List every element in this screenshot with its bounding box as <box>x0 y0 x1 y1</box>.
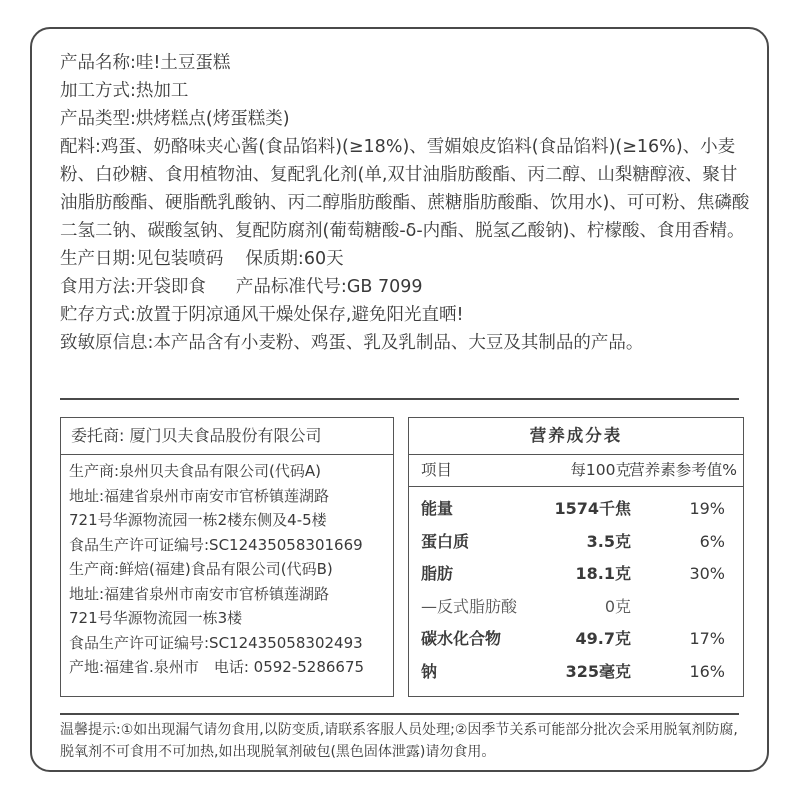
product-name-line <box>60 49 750 77</box>
type-label: 产品类型: <box>60 109 136 129</box>
nutrition-header <box>409 455 743 487</box>
storage-value: 放置于阴凉通风干燥处保存,避免阳光直晒! <box>135 305 464 325</box>
product-name: 哇!土豆蛋糕 <box>135 53 231 73</box>
allergen-value: 本产品含有小麦粉、鸡蛋、乳及乳制品、大豆及其制品的产品。 <box>153 333 644 353</box>
mfr-line: 生产商:鲜焙(福建)食品有限公司(代码B) <box>69 560 333 578</box>
nutrient-value: 18.1克 <box>575 564 631 583</box>
nutrient-name: —反式脂肪酸 <box>421 596 518 616</box>
bottom-divider <box>60 713 739 715</box>
process-line <box>60 77 750 105</box>
mfr-line: 生产商:泉州贝夫食品有限公司(代码A) <box>69 462 322 480</box>
nutrient-value: 1574千焦 <box>554 499 631 518</box>
mfr-line: 食品生产许可证编号:SC12435058301669 <box>69 535 363 554</box>
manufacturer-details <box>61 455 393 680</box>
storage-line <box>60 301 750 329</box>
standard-label: 产品标准代号: <box>235 277 347 297</box>
nutrient-nrv: 19% <box>689 499 725 518</box>
nutrition-row <box>409 558 743 591</box>
usage-value: 开袋即食 <box>135 277 206 297</box>
nutrition-body <box>409 487 743 688</box>
nutrient-value: 3.5克 <box>586 531 631 551</box>
date-shelf-line <box>60 245 750 273</box>
nutrient-name: 脂肪 <box>421 564 454 583</box>
standard-value: GB 7099 <box>346 277 423 297</box>
nutrient-value: 325毫克 <box>565 661 631 681</box>
food-label-card <box>30 27 769 772</box>
header-per100g: 每100克 <box>570 461 631 479</box>
nutrient-value: 0克 <box>604 596 631 616</box>
ingredients-label: 配料: <box>60 137 101 157</box>
mfr-line: 食品生产许可证编号:SC12435058302493 <box>69 633 363 652</box>
ingredients-block <box>60 133 750 245</box>
product-name-label: 产品名称: <box>60 53 136 73</box>
nutrition-row <box>409 526 743 559</box>
nutrient-nrv: 17% <box>689 629 725 648</box>
delegate-line: 委托商: 厦门贝夫食品股份有限公司 <box>61 418 393 455</box>
type-value: 烘烤糕点(烤蛋糕类) <box>135 109 290 129</box>
header-nrv: 营养素参考值% <box>629 461 737 479</box>
process-label: 加工方式: <box>60 81 136 101</box>
mfr-line: 产地:福建省.泉州市 电话: 0592-5286675 <box>69 658 365 676</box>
nutrition-row <box>409 493 743 526</box>
shelf-value: 60天 <box>303 249 344 269</box>
nutrient-value: 49.7克 <box>575 629 631 648</box>
nutrient-nrv: 6% <box>699 531 725 551</box>
process-value: 热加工 <box>135 81 189 101</box>
mfr-line: 地址:福建省泉州市南安市官桥镇莲湖路 <box>69 486 330 505</box>
nutrition-row <box>409 623 743 656</box>
usage-label: 食用方法: <box>60 277 136 297</box>
ingredients-text: 鸡蛋、奶酪味夹心酱(食品馅料)(≥18%)、雪媚娘皮馅料(食品馅料)(≥16%)、小麦粉、白砂糖、食用植物油、复配乳化剂(单,双甘油脂肪酸酯、丙二醇、山梨糖醇液、聚甘油脂肪酸酯、硬脂酰乳酸钠、丙二醇脂肪酸酯、蔗糖脂肪酸酯、饮用水)、可可粉、焦磷酸二氢二钠、碳酸氢钠、复配防腐剂(葡萄糖酸-δ-内酯、脱氢乙酸钠)、柠檬酸、食用香精。 <box>60 137 750 241</box>
nutrition-row <box>409 656 743 689</box>
nutrition-row <box>409 591 743 624</box>
mfr-line: 721号华源物流园一栋3楼 <box>69 609 243 627</box>
mfr-line: 721号华源物流园一栋2楼东侧及4-5楼 <box>69 511 327 529</box>
storage-label: 贮存方式: <box>60 305 136 325</box>
nutrient-name: 能量 <box>421 499 454 518</box>
nutrient-name: 碳水化合物 <box>421 629 502 648</box>
date-value: 见包装喷码 <box>135 249 224 269</box>
type-line <box>60 105 750 133</box>
usage-standard-line <box>60 273 750 301</box>
shelf-label: 保质期: <box>245 249 304 269</box>
mfr-line: 地址:福建省泉州市南安市官桥镇莲湖路 <box>69 584 330 603</box>
date-label: 生产日期: <box>60 249 136 269</box>
allergen-label: 致敏原信息: <box>60 333 154 353</box>
nutrient-nrv: 16% <box>689 661 725 681</box>
nutrient-name: 蛋白质 <box>421 531 470 551</box>
header-item: 项目 <box>421 461 453 479</box>
nutrition-table <box>408 417 744 697</box>
nutrition-title: 营养成分表 <box>409 418 743 455</box>
nutrient-nrv: 30% <box>689 564 725 583</box>
nutrient-name: 钠 <box>421 661 438 681</box>
manufacturer-box <box>60 417 394 697</box>
allergen-line <box>60 329 750 357</box>
warm-tips: 温馨提示:①如出现漏气请勿食用,以防变质,请联系客服人员处理;②因季节关系可能部分批次会采用脱氧剂防腐,脱氧剂不可食用不可加热,如出现脱氧剂破包(黑色固体泄露)请勿食用。 <box>60 722 738 760</box>
top-divider <box>60 398 739 400</box>
product-info <box>60 49 750 357</box>
